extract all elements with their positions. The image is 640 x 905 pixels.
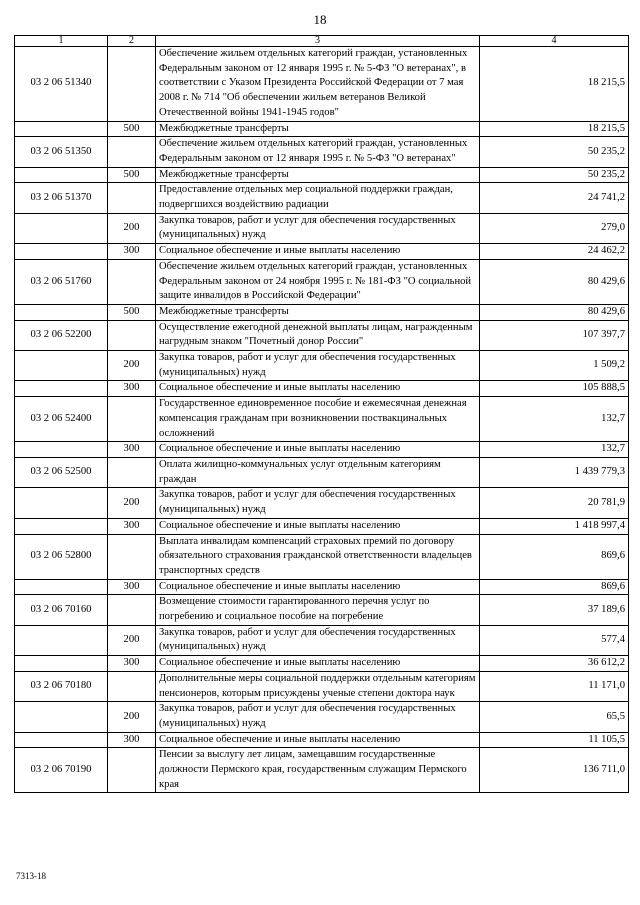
row-name: Выплата инвалидам компенсаций страховых премий по договору обязательного страхования гражданской ответственности владельцев транспортных средств bbox=[156, 534, 480, 579]
table-row bbox=[15, 259, 629, 304]
row-expense-kind: 300 bbox=[108, 381, 156, 397]
row-code bbox=[15, 213, 108, 243]
row-name: Осуществление ежегодной денежной выплаты лицам, награжденным нагрудным знаком "Почетный донор России" bbox=[156, 320, 480, 350]
row-amount: 50 235,2 bbox=[480, 137, 629, 167]
row-code bbox=[15, 625, 108, 655]
row-name: Закупка товаров, работ и услуг для обеспечения государственных (муниципальных) нужд bbox=[156, 488, 480, 518]
row-amount: 37 189,6 bbox=[480, 595, 629, 625]
row-code bbox=[15, 121, 108, 137]
row-amount: 132,7 bbox=[480, 442, 629, 458]
row-name: Обеспечение жильем отдельных категорий граждан, установленных Федеральным законом от 12 января 1995 г. № 5-ФЗ "О ветеранах", в соответствии с Указом Президента Российской Федерации от 7 мая 2008 г. № 714 "Об обеспечении жильем ветеранов Великой Отечественной войны 1941-1945 годов" bbox=[156, 47, 480, 122]
row-amount: 107 397,7 bbox=[480, 320, 629, 350]
row-code bbox=[15, 579, 108, 595]
row-expense-kind bbox=[108, 137, 156, 167]
row-name: Межбюджетные трансферты bbox=[156, 167, 480, 183]
row-code bbox=[15, 488, 108, 518]
row-expense-kind: 300 bbox=[108, 656, 156, 672]
row-name: Возмещение стоимости гарантированного перечня услуг по погребению и социальное пособие на погребение bbox=[156, 595, 480, 625]
row-name: Социальное обеспечение и иные выплаты населению bbox=[156, 442, 480, 458]
row-amount: 24 462,2 bbox=[480, 244, 629, 260]
row-name: Социальное обеспечение и иные выплаты населению bbox=[156, 381, 480, 397]
table-row bbox=[15, 579, 629, 595]
row-name: Социальное обеспечение и иные выплаты населению bbox=[156, 518, 480, 534]
row-expense-kind bbox=[108, 457, 156, 487]
row-expense-kind: 200 bbox=[108, 351, 156, 381]
row-amount: 80 429,6 bbox=[480, 304, 629, 320]
row-expense-kind: 300 bbox=[108, 442, 156, 458]
row-code: 03 2 06 51760 bbox=[15, 259, 108, 304]
row-amount: 36 612,2 bbox=[480, 656, 629, 672]
row-expense-kind bbox=[108, 671, 156, 701]
table-row bbox=[15, 213, 629, 243]
row-code bbox=[15, 167, 108, 183]
row-name: Закупка товаров, работ и услуг для обеспечения государственных (муниципальных) нужд bbox=[156, 351, 480, 381]
row-name: Предоставление отдельных мер социальной поддержки граждан, подвергшихся воздействию радиации bbox=[156, 183, 480, 213]
row-amount: 11 105,5 bbox=[480, 732, 629, 748]
row-name: Социальное обеспечение и иные выплаты населению bbox=[156, 656, 480, 672]
row-amount: 20 781,9 bbox=[480, 488, 629, 518]
row-code bbox=[15, 244, 108, 260]
budget-table bbox=[14, 35, 629, 793]
row-code: 03 2 06 52500 bbox=[15, 457, 108, 487]
header-col-1: 1 bbox=[15, 36, 108, 47]
row-code: 03 2 06 52400 bbox=[15, 397, 108, 442]
row-amount: 18 215,5 bbox=[480, 121, 629, 137]
row-name: Оплата жилищно-коммунальных услуг отдельным категориям граждан bbox=[156, 457, 480, 487]
row-name: Социальное обеспечение и иные выплаты населению bbox=[156, 244, 480, 260]
row-amount: 1 509,2 bbox=[480, 351, 629, 381]
row-code bbox=[15, 702, 108, 732]
row-code: 03 2 06 51340 bbox=[15, 47, 108, 122]
row-expense-kind: 300 bbox=[108, 579, 156, 595]
row-name: Закупка товаров, работ и услуг для обеспечения государственных (муниципальных) нужд bbox=[156, 213, 480, 243]
row-name: Социальное обеспечение и иные выплаты населению bbox=[156, 732, 480, 748]
table-row bbox=[15, 397, 629, 442]
row-name: Обеспечение жильем отдельных категорий граждан, установленных Федеральным законом от 24 ноября 1995 г. № 181-ФЗ "О социальной защите инвалидов в Российской Федерации" bbox=[156, 259, 480, 304]
row-amount: 869,6 bbox=[480, 534, 629, 579]
row-code bbox=[15, 442, 108, 458]
row-expense-kind bbox=[108, 183, 156, 213]
row-code: 03 2 06 52200 bbox=[15, 320, 108, 350]
table-row bbox=[15, 304, 629, 320]
row-code: 03 2 06 51350 bbox=[15, 137, 108, 167]
table-row bbox=[15, 442, 629, 458]
row-expense-kind bbox=[108, 320, 156, 350]
row-amount: 577,4 bbox=[480, 625, 629, 655]
table-row bbox=[15, 381, 629, 397]
row-code bbox=[15, 518, 108, 534]
row-expense-kind: 200 bbox=[108, 625, 156, 655]
document-code: 7313-18 bbox=[16, 871, 46, 881]
row-expense-kind: 500 bbox=[108, 167, 156, 183]
row-code bbox=[15, 381, 108, 397]
row-code bbox=[15, 656, 108, 672]
row-name: Дополнительные меры социальной поддержки отдельным категориям пенсионеров, которым присуждены ученые степени доктора наук bbox=[156, 671, 480, 701]
header-col-2: 2 bbox=[108, 36, 156, 47]
table-row bbox=[15, 457, 629, 487]
row-expense-kind: 500 bbox=[108, 121, 156, 137]
row-expense-kind bbox=[108, 534, 156, 579]
row-expense-kind bbox=[108, 595, 156, 625]
row-expense-kind: 500 bbox=[108, 304, 156, 320]
table-row bbox=[15, 167, 629, 183]
row-name: Обеспечение жильем отдельных категорий граждан, установленных Федеральным законом от 12 января 1995 г. № 5-ФЗ "О ветеранах" bbox=[156, 137, 480, 167]
table-row bbox=[15, 671, 629, 701]
table-header-row bbox=[15, 36, 629, 47]
row-name: Межбюджетные трансферты bbox=[156, 121, 480, 137]
row-amount: 50 235,2 bbox=[480, 167, 629, 183]
table-row bbox=[15, 137, 629, 167]
table-row bbox=[15, 183, 629, 213]
row-name: Пенсии за выслугу лет лицам, замещавшим государственные должности Пермского края, государственным служащим Пермского края bbox=[156, 748, 480, 793]
row-expense-kind: 300 bbox=[108, 518, 156, 534]
row-code bbox=[15, 304, 108, 320]
table-row bbox=[15, 748, 629, 793]
row-amount: 279,0 bbox=[480, 213, 629, 243]
row-amount: 1 418 997,4 bbox=[480, 518, 629, 534]
row-amount: 80 429,6 bbox=[480, 259, 629, 304]
row-amount: 869,6 bbox=[480, 579, 629, 595]
table-row bbox=[15, 732, 629, 748]
row-expense-kind bbox=[108, 259, 156, 304]
row-amount: 11 171,0 bbox=[480, 671, 629, 701]
row-amount: 132,7 bbox=[480, 397, 629, 442]
header-col-4: 4 bbox=[480, 36, 629, 47]
row-expense-kind: 200 bbox=[108, 213, 156, 243]
row-code: 03 2 06 70190 bbox=[15, 748, 108, 793]
row-expense-kind: 300 bbox=[108, 732, 156, 748]
table-row bbox=[15, 47, 629, 122]
table-row bbox=[15, 534, 629, 579]
row-amount: 105 888,5 bbox=[480, 381, 629, 397]
row-code: 03 2 06 51370 bbox=[15, 183, 108, 213]
table-row bbox=[15, 244, 629, 260]
table-row bbox=[15, 121, 629, 137]
row-expense-kind: 200 bbox=[108, 702, 156, 732]
row-code bbox=[15, 732, 108, 748]
row-expense-kind bbox=[108, 748, 156, 793]
row-name: Закупка товаров, работ и услуг для обеспечения государственных (муниципальных) нужд bbox=[156, 625, 480, 655]
row-name: Межбюджетные трансферты bbox=[156, 304, 480, 320]
page-number: 18 bbox=[313, 12, 327, 27]
row-amount: 1 439 779,3 bbox=[480, 457, 629, 487]
row-code bbox=[15, 351, 108, 381]
row-name: Социальное обеспечение и иные выплаты населению bbox=[156, 579, 480, 595]
row-code: 03 2 06 52800 bbox=[15, 534, 108, 579]
row-expense-kind bbox=[108, 397, 156, 442]
header-col-3: 3 bbox=[156, 36, 480, 47]
row-name: Закупка товаров, работ и услуг для обеспечения государственных (муниципальных) нужд bbox=[156, 702, 480, 732]
table-row bbox=[15, 595, 629, 625]
table-row bbox=[15, 656, 629, 672]
row-name: Государственное единовременное пособие и ежемесячная денежная компенсация гражданам при возникновении поствакцинальных осложнений bbox=[156, 397, 480, 442]
table-row bbox=[15, 702, 629, 732]
table-row bbox=[15, 625, 629, 655]
row-amount: 136 711,0 bbox=[480, 748, 629, 793]
row-expense-kind: 200 bbox=[108, 488, 156, 518]
row-code: 03 2 06 70160 bbox=[15, 595, 108, 625]
row-expense-kind bbox=[108, 47, 156, 122]
table-row bbox=[15, 351, 629, 381]
table-row bbox=[15, 320, 629, 350]
row-amount: 18 215,5 bbox=[480, 47, 629, 122]
table-row bbox=[15, 518, 629, 534]
row-amount: 24 741,2 bbox=[480, 183, 629, 213]
row-amount: 65,5 bbox=[480, 702, 629, 732]
row-code: 03 2 06 70180 bbox=[15, 671, 108, 701]
table-row bbox=[15, 488, 629, 518]
row-expense-kind: 300 bbox=[108, 244, 156, 260]
